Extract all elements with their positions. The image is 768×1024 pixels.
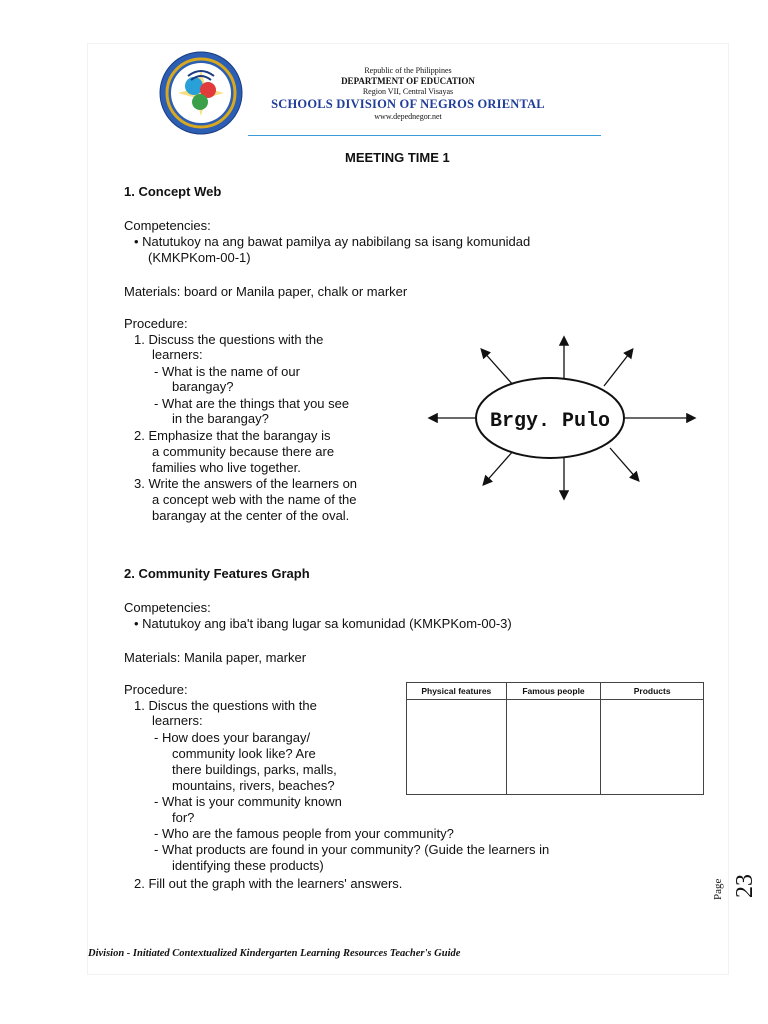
section2-question1: - How does your barangay/ <box>154 730 311 745</box>
deped-seal-icon <box>158 50 244 136</box>
table-cell <box>601 700 704 795</box>
section2-question4: - What products are found in your community? (Guide the learners in <box>154 842 550 857</box>
republic-line: Republic of the Philippines <box>364 66 452 75</box>
page-number: 23 <box>732 874 758 898</box>
section1-question1-cont: barangay? <box>172 379 234 394</box>
section2-question1-cont1: community look like? Are <box>172 746 316 761</box>
section2-procedure-label: Procedure: <box>124 682 188 697</box>
section1-question1: - What is the name of our <box>154 364 300 379</box>
division-line: SCHOOLS DIVISION OF NEGROS ORIENTAL <box>271 97 545 111</box>
concept-web-center-label: Brgy. Pulo <box>489 410 611 433</box>
table-header-famous-people: Famous people <box>506 683 601 700</box>
section2-competencies-label: Competencies: <box>124 600 211 615</box>
section1-question2: - What are the things that you see <box>154 396 350 411</box>
section2-competency-line1: • Natutukoy ang iba't ibang lugar sa komunidad (KMKPKom-00-3) <box>134 616 512 631</box>
table-row <box>407 700 704 795</box>
section1-materials: Materials: board or Manila paper, chalk or marker <box>124 284 408 299</box>
header-rule <box>248 135 601 136</box>
section2-materials: Materials: Manila paper, marker <box>124 650 307 665</box>
concept-web-diagram <box>424 334 708 504</box>
table-cell <box>506 700 601 795</box>
website-line: www.depednegor.net <box>374 112 442 121</box>
section2-step1: 1. Discus the questions with the <box>134 698 317 713</box>
section2-question1-cont2: there buildings, parks, malls, <box>172 762 337 777</box>
section1-step3-cont1: a concept web with the name of the <box>152 492 357 507</box>
section2-step1-cont: learners: <box>152 713 203 728</box>
section1-question2-cont: in the barangay? <box>172 411 269 426</box>
section1-procedure-label: Procedure: <box>124 316 188 331</box>
section1-title: 1. Concept Web <box>124 184 222 199</box>
letterhead-text <box>238 66 578 122</box>
page-number-block <box>712 854 768 924</box>
section2-title: 2. Community Features Graph <box>124 566 310 581</box>
section1-step1-cont: learners: <box>152 347 203 362</box>
section2-step2: 2. Fill out the graph with the learners' answers. <box>134 876 403 891</box>
meeting-title: MEETING TIME 1 <box>345 150 450 165</box>
community-features-table <box>406 682 704 795</box>
section1-step2-cont1: a community because there are <box>152 444 335 459</box>
document-page <box>88 44 758 974</box>
department-line: DEPARTMENT OF EDUCATION <box>341 76 475 86</box>
section1-step3-cont2: barangay at the center of the oval. <box>152 508 350 523</box>
section1-step2: 2. Emphasize that the barangay is <box>134 428 331 443</box>
section2-question1-cont3: mountains, rivers, beaches? <box>172 778 335 793</box>
region-line: Region VII, Central Visayas <box>362 87 454 96</box>
letterhead <box>88 44 728 140</box>
section1-step1: 1. Discuss the questions with the <box>134 332 324 347</box>
section1-competency-line2: (KMKPKom-00-1) <box>148 250 251 265</box>
section2-question4-cont: identifying these products) <box>172 858 324 873</box>
table-header-products: Products <box>601 683 704 700</box>
section2-question2-cont: for? <box>172 810 195 825</box>
page-word: Page <box>712 878 724 900</box>
section1-step3: 3. Write the answers of the learners on <box>134 476 358 491</box>
table-cell <box>407 700 507 795</box>
section2-question3: - Who are the famous people from your community? <box>154 826 454 841</box>
table-header-physical-features: Physical features <box>407 683 507 700</box>
section1-step2-cont2: families who live together. <box>152 460 301 475</box>
footer-text: Division - Initiated Contextualized Kindergarten Learning Resources Teacher's Guide <box>88 948 461 959</box>
section2-question2: - What is your community known <box>154 794 342 809</box>
section1-competency-line1: • Natutukoy na ang bawat pamilya ay nabibilang sa isang komunidad <box>134 234 531 249</box>
section1-competencies-label: Competencies: <box>124 218 211 233</box>
